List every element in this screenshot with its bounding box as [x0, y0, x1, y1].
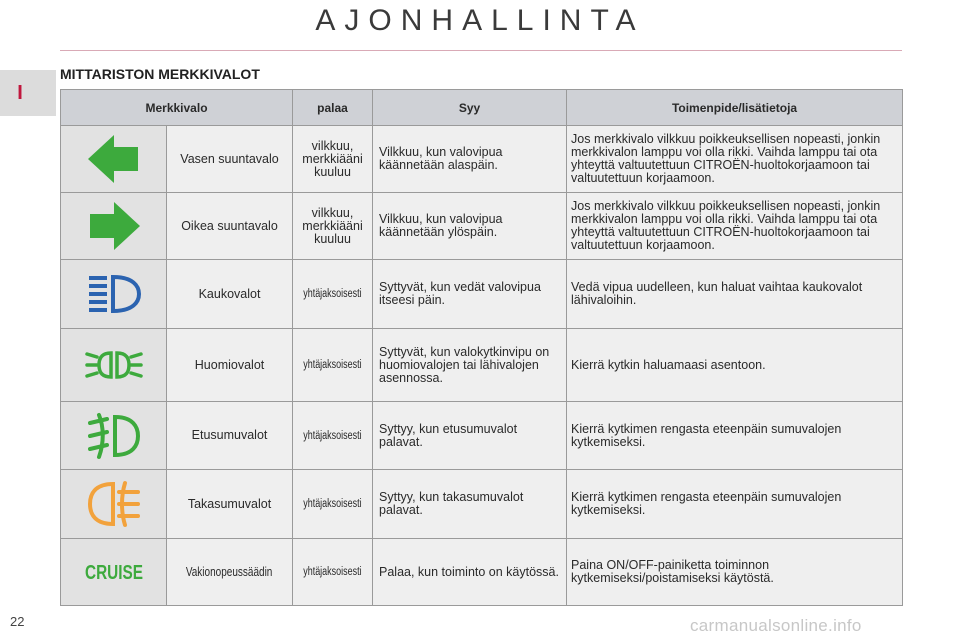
icon-cell — [61, 260, 167, 329]
indicator-action: Paina ON/OFF-painiketta toiminnon kytkemiseksi/poistamiseksi käytöstä. — [567, 539, 903, 606]
indicator-status: yhtäjaksoisesti — [293, 402, 373, 470]
indicator-action: Jos merkkivalo vilkkuu poikkeuksellisen nopeasti, jonkin merkkivalon lamppu voi olla rikki. Vaihda lamppu tai ota yhteyttä valtuutettuun CITROËN-huoltokorjaamoon tai valtuutettuun korjaamoon. — [567, 193, 903, 260]
indicator-cause: Syttyvät, kun valokytkinvipu on huomiovalojen tai lähivalojen asennossa. — [373, 329, 567, 402]
icon-cell — [61, 539, 167, 606]
indicator-status: vilkkuu, merkkiääni kuuluu — [293, 126, 373, 193]
indicator-action: Kierrä kytkin haluamaasi asentoon. — [567, 329, 903, 402]
indicator-status: vilkkuu, merkkiääni kuuluu — [293, 193, 373, 260]
side-lights-icon — [84, 347, 144, 383]
indicator-name: Etusumuvalot — [167, 402, 293, 470]
indicator-cause: Vilkkuu, kun valovipua käännetään ylöspäin. — [373, 193, 567, 260]
indicator-action: Kierrä kytkimen rengasta eteenpäin sumuvalojen kytkemiseksi. — [567, 470, 903, 539]
indicator-action: Kierrä kytkimen rengasta eteenpäin sumuvalojen kytkemiseksi. — [567, 402, 903, 470]
indicator-name: Huomiovalot — [167, 329, 293, 402]
indicator-status: yhtäjaksoisesti — [293, 470, 373, 539]
indicator-status: yhtäjaksoisesti — [293, 539, 373, 606]
indicator-cause: Vilkkuu, kun valovipua käännetään alaspäin. — [373, 126, 567, 193]
indicator-status: yhtäjaksoisesti — [293, 260, 373, 329]
right-arrow-icon — [86, 200, 142, 252]
table-row — [61, 126, 903, 193]
indicator-cause: Syttyvät, kun vedät valovipua itseesi päin. — [373, 260, 567, 329]
chapter-letter: I — [17, 82, 23, 104]
header-merkkivalo: Merkkivalo — [61, 90, 293, 126]
indicator-status: yhtäjaksoisesti — [293, 329, 373, 402]
icon-cell — [61, 126, 167, 193]
header-palaa: palaa — [293, 90, 373, 126]
header-toimenpide: Toimenpide/lisätietoja — [567, 90, 903, 126]
table-header-row — [61, 90, 903, 126]
indicator-cause: Syttyy, kun takasumuvalot palavat. — [373, 470, 567, 539]
title-divider — [60, 50, 902, 51]
indicator-cause: Palaa, kun toiminto on käytössä. — [373, 539, 567, 606]
section-title: MITTARISTON MERKKIVALOT — [60, 66, 260, 82]
watermark: carmanualsonline.info — [690, 616, 862, 635]
table-row — [61, 470, 903, 539]
indicator-action: Jos merkkivalo vilkkuu poikkeuksellisen nopeasti, jonkin merkkivalon lamppu voi olla rikki. Vaihda lamppu tai ota yhteyttä valtuutettuun CITROËN-huoltokorjaamoon tai valtuutettuun korjaamoon. — [567, 126, 903, 193]
icon-cell — [61, 193, 167, 260]
cruise-icon — [82, 560, 146, 584]
header-syy: Syy — [373, 90, 567, 126]
table-row — [61, 260, 903, 329]
indicator-cause: Syttyy, kun etusumuvalot palavat. — [373, 402, 567, 470]
indicator-name: Vasen suuntavalo — [167, 126, 293, 193]
indicator-table — [60, 89, 903, 606]
page-title: AJONHALLINTA — [315, 4, 645, 37]
left-arrow-icon — [86, 133, 142, 185]
front-fog-icon — [87, 413, 141, 459]
indicator-name: Takasumuvalot — [167, 470, 293, 539]
high-beam-icon — [87, 274, 141, 314]
table-row — [61, 402, 903, 470]
icon-cell — [61, 402, 167, 470]
table-row — [61, 193, 903, 260]
indicator-name: Kaukovalot — [167, 260, 293, 329]
indicator-name: Vakionopeussäädin — [167, 539, 293, 606]
icon-cell — [61, 470, 167, 539]
table-row — [61, 329, 903, 402]
indicator-action: Vedä vipua uudelleen, kun haluat vaihtaa kaukovalot lähivaloihin. — [567, 260, 903, 329]
page-number: 22 — [10, 614, 25, 629]
table-row — [61, 539, 903, 606]
cruise-icon-text: CRUISE — [84, 562, 143, 584]
indicator-name: Oikea suuntavalo — [167, 193, 293, 260]
icon-cell — [61, 329, 167, 402]
rear-fog-icon — [87, 480, 141, 528]
